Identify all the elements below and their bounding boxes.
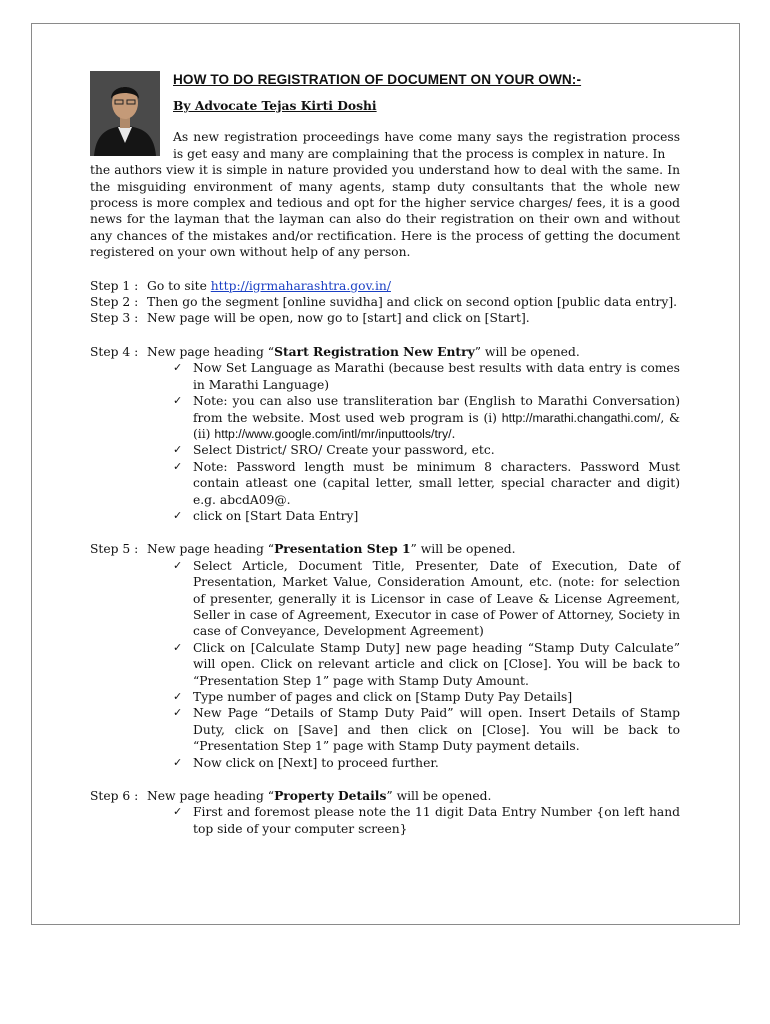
step-1 <box>90 278 680 294</box>
check-icon: ✓ <box>173 443 183 457</box>
google-url: http://www.google.com/intl/mr/inputtools/try/ <box>214 426 452 441</box>
document-body <box>90 71 680 837</box>
list-item: ✓ Now click on [Next] to proceed further. <box>173 755 439 770</box>
check-icon: ✓ <box>173 755 183 769</box>
step-label: Step 1 : <box>90 278 139 293</box>
intro-paragraph <box>90 129 680 260</box>
intro-first: As new registration proceedings have come many says the registration process is get easy and many are complaining that the process is complex in nature. In <box>173 130 680 161</box>
step-heading: Property Details <box>274 788 387 804</box>
check-icon: ✓ <box>173 706 183 720</box>
list-item: ✓ Select Article, Document Title, Presenter, Date of Execution, Date of Presentation, Market Value, Consideration Amount, etc. (note: for selection of presenter, generally it is Licensor in case of Leave & License Agreement, Seller in case of Agreement, Executor in case of Power of Attorney, Society in case of Conveyance, Development Agreement) <box>173 558 680 639</box>
check-icon: ✓ <box>173 459 183 473</box>
check-icon: ✓ <box>173 508 183 522</box>
step-5: Step 5 : New page heading “Presentation Step 1” will be opened. <box>90 541 516 557</box>
igr-site-link[interactable]: http://igrmaharashtra.gov.in/ <box>210 278 391 293</box>
step-6: Step 6 : New page heading “Property Details” will be opened. <box>90 788 492 804</box>
step-label: Step 6 : <box>90 789 139 804</box>
step-label: Step 5 : <box>90 542 139 557</box>
step-4-checklist <box>90 360 680 524</box>
step-6-checklist <box>90 804 680 837</box>
step-label: Step 2 : <box>90 295 139 310</box>
check-icon: ✓ <box>173 394 183 408</box>
step-text: New page will be open, now go to [start] and click on [Start]. <box>147 311 530 326</box>
step-5-checklist <box>90 558 680 771</box>
step-2 <box>90 294 680 310</box>
step-heading: Start Registration New Entry <box>274 343 475 359</box>
page-title: HOW TO DO REGISTRATION OF DOCUMENT ON YOUR OWN:- <box>173 72 582 87</box>
step-heading: Presentation Step 1 <box>274 541 411 557</box>
list-item: ✓ click on [Start Data Entry] <box>173 508 359 523</box>
step-label: Step 4 : <box>90 344 139 359</box>
check-icon: ✓ <box>173 361 183 375</box>
list-item: ✓ Type number of pages and click on [Stamp Duty Pay Details] <box>173 690 573 704</box>
step-3 <box>90 310 680 326</box>
check-icon: ✓ <box>173 690 183 703</box>
list-item: ✓ Note: you can also use transliteration bar (English to Marathi Conversation) from the website. Most used web program is (i) http://marathi.changathi.com/, & (ii) http://www.google.com/intl/mr/inputtools/try/. <box>173 394 681 441</box>
check-icon: ✓ <box>173 805 183 819</box>
list-item: ✓ Now Set Language as Marathi (because best results with data entry is comes in Marathi Language) <box>173 361 680 392</box>
marathi-url: http://marathi.changathi.com/ <box>501 410 661 425</box>
steps-list <box>90 278 680 838</box>
step-4: Step 4 : New page heading “Start Registration New Entry” will be opened. <box>90 343 580 359</box>
step-text: Then go the segment [online suvidha] and click on second option [public data entry]. <box>147 295 678 310</box>
list-item: ✓ First and foremost please note the 11 digit Data Entry Number {on left hand top side of your computer screen} <box>173 805 680 836</box>
list-item: ✓ Click on [Calculate Stamp Duty] new page heading “Stamp Duty Calculate” will open. Click on relevant article and click on [Close]. You will be back to “Presentation Step 1” page with Stamp Duty Amount. <box>173 640 680 688</box>
author-line: By Advocate Tejas Kirti Doshi <box>173 98 377 113</box>
list-item: ✓ Select District/ SRO/ Create your password, etc. <box>173 443 495 458</box>
list-item: ✓ New Page “Details of Stamp Duty Paid” will open. Insert Details of Stamp Duty, click on [Save] and then click on [Close]. You will be back to “Presentation Step 1” page with Stamp Duty payment details. <box>173 706 680 754</box>
step-text: Go to site <box>147 278 211 293</box>
check-icon: ✓ <box>173 558 183 572</box>
list-item: ✓ Note: Password length must be minimum 8 characters. Password Must contain atleast one (capital letter, small letter, special character and digit) e.g. abcdA09@. <box>173 459 680 507</box>
intro-rest: the authors view it is simple in nature provided you understand how to deal with the same. In the misguiding environment of many agents, stamp duty consultants that the whole new process is more complex and tedious and opt for the higher service charges/ fees, it is a good news for the layman that the layman can also do their registration on their own and without any chances of the mistakes and/or rectification. Here is the process of getting the document registered on your own without help of any person. <box>90 163 680 260</box>
check-icon: ✓ <box>173 640 183 654</box>
step-label: Step 3 : <box>90 311 139 326</box>
